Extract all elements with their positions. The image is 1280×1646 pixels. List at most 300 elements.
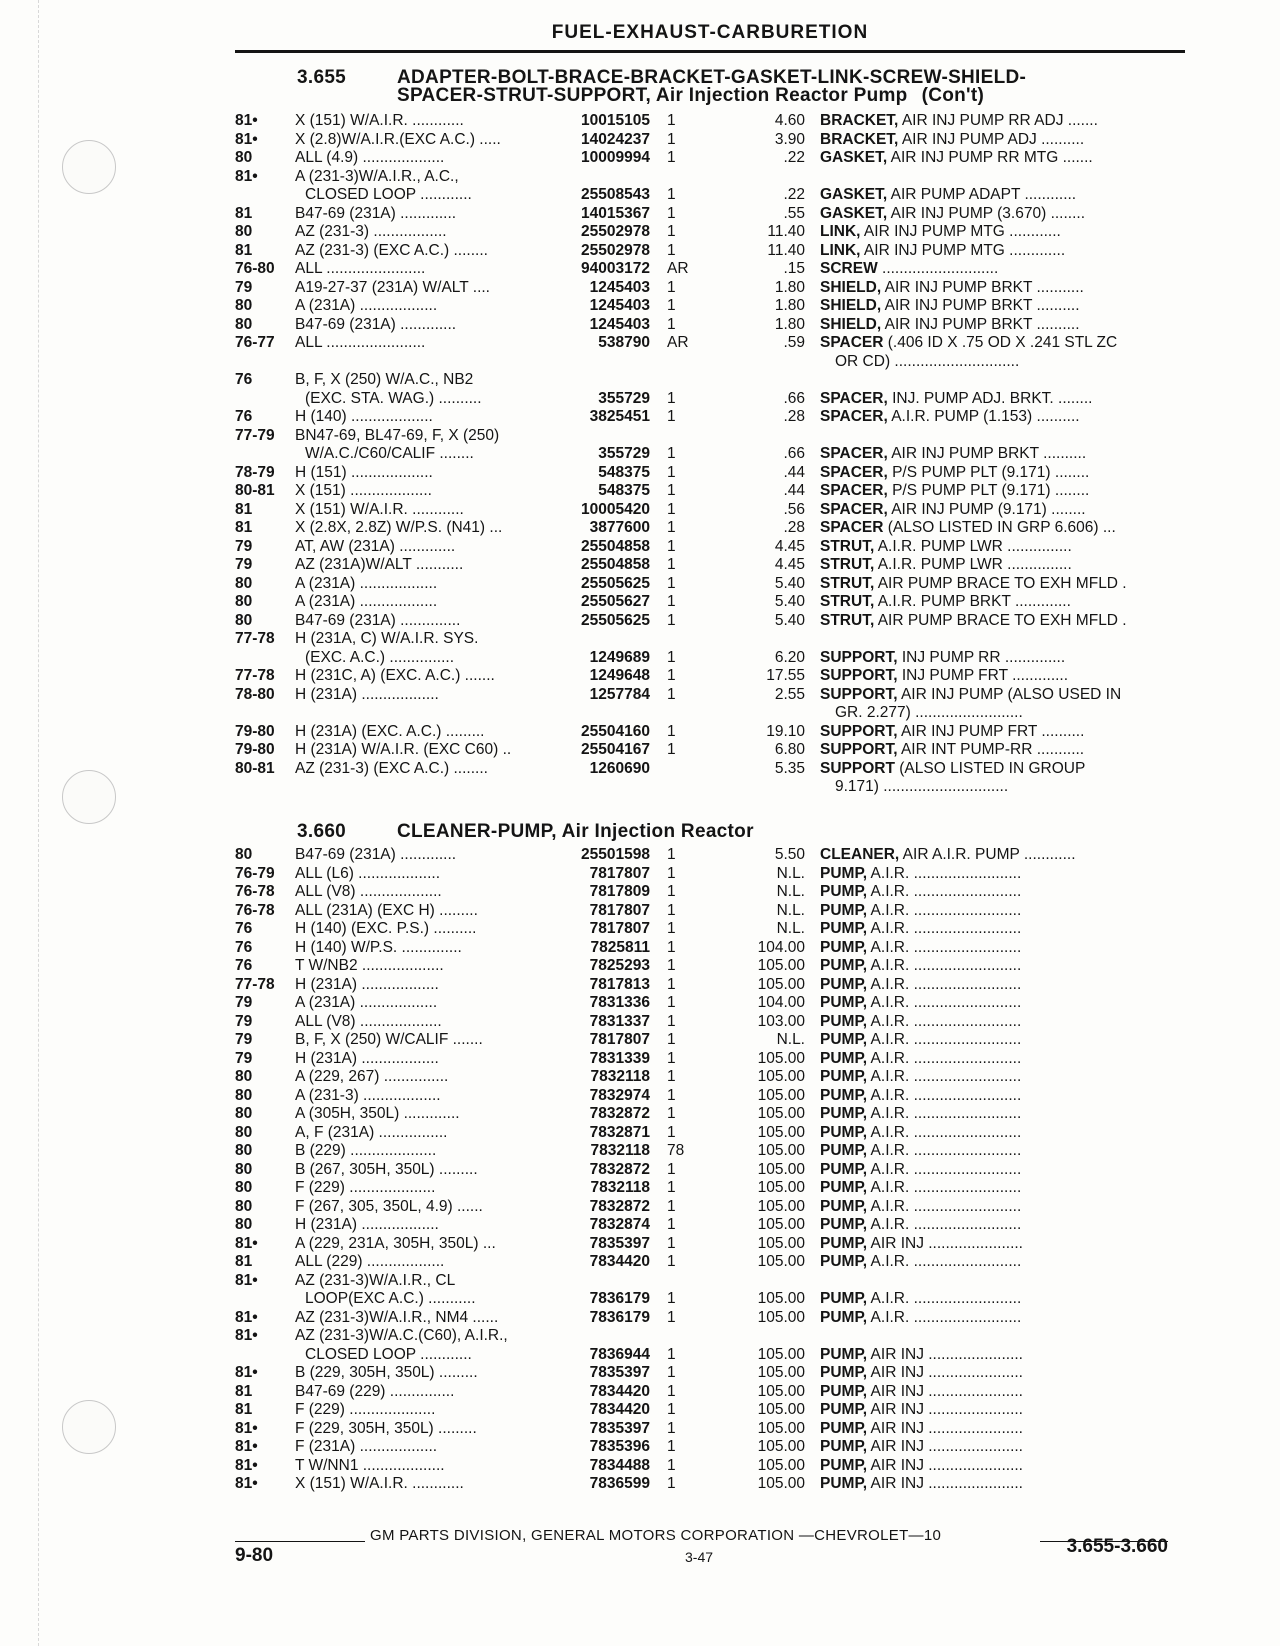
year-cell: 76 <box>235 938 253 956</box>
part-number-cell: 25501598 <box>581 846 650 863</box>
part-name: SPACER, <box>820 408 888 425</box>
part-name: PUMP, <box>820 1290 868 1307</box>
application-cell: ALL (V8) ................... <box>295 883 442 900</box>
quantity-cell: 78 <box>667 1142 685 1159</box>
price-cell: 105.00 <box>757 1456 805 1474</box>
application-cell: ALL (V8) ................... <box>295 1012 442 1030</box>
price-cell: .44 <box>783 463 805 481</box>
price-cell: 105.00 <box>757 1105 805 1122</box>
price-cell: 17.55 <box>766 667 805 684</box>
part-number-cell: 1249689 <box>589 648 650 666</box>
table-row <box>235 279 1185 298</box>
part-number-cell: 538790 <box>598 334 650 351</box>
part-number-cell: 25505625 <box>581 574 650 592</box>
quantity-cell: 1 <box>667 297 676 314</box>
description-cell <box>820 723 1185 742</box>
application-cell: X (151) ................... <box>295 482 432 499</box>
table-row <box>235 1124 1185 1143</box>
part-name: SPACER, <box>820 482 888 499</box>
price-cell: 105.00 <box>757 1364 805 1381</box>
quantity-cell: 1 <box>667 463 676 481</box>
application-cell: H (231C, A) (EXC. A.C.) ....... <box>295 667 495 684</box>
part-detail: A.I.R. ......................... <box>867 1068 1022 1085</box>
quantity-cell: 1 <box>667 1364 676 1381</box>
quantity-cell: 1 <box>667 1308 676 1326</box>
part-number-cell: 7836944 <box>589 1345 650 1363</box>
price-cell: 105.00 <box>757 1382 805 1400</box>
application-cell: X (151) W/A.I.R. ............ <box>295 112 464 129</box>
part-name: PUMP, <box>820 1068 868 1085</box>
price-cell: N.L. <box>776 864 805 882</box>
description-cell <box>820 612 1185 631</box>
quantity-cell: 1 <box>667 315 676 333</box>
table-row <box>235 445 1185 464</box>
part-name: SUPPORT, <box>820 685 898 703</box>
part-number-cell: 7832118 <box>590 1068 650 1085</box>
part-detail: AIR INJ ...................... <box>867 1364 1023 1381</box>
part-name: LINK, <box>820 241 861 259</box>
price-cell: .59 <box>783 334 805 351</box>
price-cell: N.L. <box>776 1031 805 1048</box>
year-cell: 80 <box>235 223 253 240</box>
description-cell <box>820 846 1185 865</box>
group-range: 3.655-3.660 <box>1066 1536 1168 1557</box>
part-number-cell: 25508543 <box>581 186 650 203</box>
application-cell: AZ (231-3) ................. <box>295 223 447 240</box>
part-detail: P/S PUMP PLT (9.171) ........ <box>887 482 1090 499</box>
quantity-cell: 1 <box>667 241 676 259</box>
part-detail: A.I.R. ......................... <box>867 938 1022 956</box>
part-name: SUPPORT, <box>820 722 898 740</box>
margin-line <box>38 0 39 1646</box>
description-cell <box>820 1031 1185 1050</box>
description-cell <box>820 575 1185 594</box>
part-detail: AIR INJ ...................... <box>867 1382 1023 1400</box>
price-cell: .66 <box>783 389 805 407</box>
application-cell: CLOSED LOOP ............ <box>305 186 472 203</box>
table-row <box>235 1438 1185 1457</box>
part-number-cell: 7832874 <box>589 1216 650 1233</box>
part-number-cell: 7817807 <box>589 864 650 882</box>
part-number-cell: 7825293 <box>589 957 650 974</box>
part-detail: A.I.R. ......................... <box>867 1049 1022 1067</box>
description-cell <box>820 957 1185 976</box>
part-name: SHIELD, <box>820 315 882 333</box>
year-cell: 76-80 <box>235 260 275 277</box>
description-cell <box>820 1142 1185 1161</box>
table-row <box>235 994 1185 1013</box>
description-cell <box>820 902 1185 921</box>
part-number-cell: 1245403 <box>589 297 650 314</box>
part-number-cell: 10005420 <box>581 500 650 518</box>
table-row <box>235 297 1185 316</box>
table-row <box>235 1401 1185 1420</box>
part-detail: A.I.R. ......................... <box>867 1290 1022 1307</box>
quantity-cell: 1 <box>667 1197 676 1215</box>
part-name: PUMP, <box>820 1253 868 1270</box>
part-name: PUMP, <box>820 1197 868 1215</box>
quantity-cell: 1 <box>667 149 676 166</box>
section-number: 3.660 <box>297 821 347 842</box>
punch-hole <box>62 140 116 194</box>
part-name: BRACKET, <box>820 112 899 129</box>
part-name: PUMP, <box>820 1456 868 1474</box>
part-number-cell: 7817807 <box>589 901 650 919</box>
part-number-cell: 7834420 <box>589 1382 650 1400</box>
price-cell: 4.60 <box>774 112 805 129</box>
quantity-cell: 1 <box>667 223 676 240</box>
table-row <box>235 1216 1185 1235</box>
part-detail: A.I.R. ......................... <box>867 1142 1022 1159</box>
application-cell: H (151) ................... <box>295 463 433 481</box>
table-row <box>235 1235 1185 1254</box>
quantity-cell: 1 <box>667 482 676 499</box>
part-name: PUMP, <box>820 1105 868 1122</box>
part-detail: AIR PUMP BRACE TO EXH MFLD . <box>874 574 1127 592</box>
price-cell: 5.35 <box>774 759 805 777</box>
description-cell <box>820 1346 1185 1365</box>
quantity-cell: 1 <box>667 593 676 610</box>
quantity-cell: 1 <box>667 1401 676 1418</box>
description-cell <box>820 1235 1185 1254</box>
table-row <box>235 1087 1185 1106</box>
quantity-cell: 1 <box>667 278 676 296</box>
part-name: PUMP, <box>820 1364 868 1381</box>
table-row <box>235 408 1185 427</box>
table-row <box>235 1142 1185 1161</box>
parts-table-3660 <box>235 846 1185 1494</box>
part-detail: INJ PUMP FRT ............. <box>897 667 1069 684</box>
application-cell: ALL (231A) (EXC H) ......... <box>295 901 478 919</box>
part-number-cell: 7834420 <box>589 1401 650 1418</box>
quantity-cell: 1 <box>667 1438 676 1455</box>
price-cell: 105.00 <box>757 1197 805 1215</box>
description-cell <box>820 667 1185 686</box>
section-heading-3660 <box>297 821 754 842</box>
table-row <box>235 538 1185 557</box>
year-cell: 76-78 <box>235 883 275 900</box>
price-cell: 11.40 <box>767 241 805 259</box>
part-number-cell: 14024237 <box>581 130 650 148</box>
table-row <box>235 704 1185 723</box>
price-cell: 1.80 <box>774 278 805 296</box>
year-cell: 77-79 <box>235 426 275 444</box>
price-cell: 5.40 <box>774 593 805 610</box>
part-detail: AIR PUMP ADAPT ............ <box>887 186 1077 203</box>
part-detail: A.I.R. ......................... <box>867 1123 1022 1141</box>
price-cell: .44 <box>783 482 805 499</box>
description-cell <box>820 149 1185 168</box>
year-cell: 81• <box>235 130 258 148</box>
application-cell: B (229, 305H, 350L) ......... <box>295 1364 478 1381</box>
application-cell: B47-69 (231A) ............. <box>295 846 457 863</box>
price-cell: .66 <box>783 445 805 462</box>
table-row <box>235 612 1185 631</box>
application-cell: A (231-3) .................. <box>295 1086 441 1104</box>
description-cell <box>820 649 1185 668</box>
part-detail: A.I.R. ......................... <box>867 1197 1022 1215</box>
price-cell: 105.00 <box>757 1086 805 1104</box>
year-cell: 78-80 <box>235 685 275 703</box>
description-cell <box>820 334 1185 353</box>
year-cell: 79 <box>235 994 253 1011</box>
quantity-cell: 1 <box>667 611 676 629</box>
part-name: STRUT, <box>820 556 875 573</box>
section-number: 3.655 <box>297 67 347 88</box>
price-cell: N.L. <box>776 883 805 900</box>
quantity-cell: 1 <box>667 1382 676 1400</box>
table-row <box>235 464 1185 483</box>
year-cell: 80 <box>235 593 253 610</box>
part-name: GASKET, <box>820 204 888 222</box>
table-row <box>235 630 1185 649</box>
part-detail: AIR INJ ...................... <box>867 1419 1023 1437</box>
price-cell: 1.80 <box>774 297 805 314</box>
part-detail: AIR INJ PUMP (9.171) ........ <box>887 500 1086 518</box>
part-name: SPACER, <box>820 500 888 518</box>
price-cell: 105.00 <box>757 1438 805 1455</box>
quantity-cell: 1 <box>667 1160 676 1178</box>
part-number-cell: 3877600 <box>589 519 650 536</box>
year-cell: 81• <box>235 1475 258 1492</box>
quantity-cell: 1 <box>667 445 676 462</box>
part-detail: AIR INJ PUMP BRKT .......... <box>881 297 1080 314</box>
quantity-cell: 1 <box>667 722 676 740</box>
price-cell: 105.00 <box>757 975 805 993</box>
part-name: PUMP, <box>820 1419 868 1437</box>
year-cell: 81 <box>235 1382 253 1400</box>
parts-table-3655 <box>235 112 1185 797</box>
quantity-cell: 1 <box>667 537 676 555</box>
page-number: 3-47 <box>685 1549 714 1565</box>
part-name: PUMP, <box>820 1086 868 1104</box>
part-number-cell: 7817807 <box>589 920 650 937</box>
part-detail: AIR PUMP BRACE TO EXH MFLD . <box>874 611 1127 629</box>
section-title-line1: CLEANER-PUMP, Air Injection Reactor <box>397 821 754 842</box>
application-cell: A (229, 267) ............... <box>295 1068 449 1085</box>
part-name: GASKET, <box>820 186 888 203</box>
part-name: STRUT, <box>820 537 875 555</box>
description-cell <box>820 1216 1185 1235</box>
part-name: SUPPORT <box>820 759 895 777</box>
part-detail: A.I.R. ......................... <box>867 864 1022 882</box>
year-cell: 76 <box>235 957 253 974</box>
quantity-cell: 1 <box>667 901 676 919</box>
price-cell: 105.00 <box>757 1160 805 1178</box>
part-name: SPACER, <box>820 389 888 407</box>
description-cell <box>820 920 1185 939</box>
year-cell: 76 <box>235 408 253 425</box>
part-number-cell: 7832974 <box>589 1086 650 1104</box>
year-cell: 76-79 <box>235 864 275 882</box>
quantity-cell: 1 <box>667 1234 676 1252</box>
price-cell: 4.45 <box>774 537 805 555</box>
application-cell: F (229) .................... <box>295 1401 436 1418</box>
table-row <box>235 939 1185 958</box>
part-number-cell: 7836179 <box>589 1308 650 1326</box>
table-row <box>235 1383 1185 1402</box>
part-detail: AIR A.I.R. PUMP ............ <box>899 846 1076 863</box>
part-number-cell: 10015105 <box>581 112 650 129</box>
price-cell: 6.20 <box>774 648 805 666</box>
description-cell <box>820 1438 1185 1457</box>
application-cell: AZ (231-3)W/A.I.R., CL <box>295 1271 456 1289</box>
part-number-cell: 7834420 <box>589 1253 650 1270</box>
description-cell <box>820 1420 1185 1439</box>
application-cell: (EXC. STA. WAG.) .......... <box>305 389 482 407</box>
description-cell <box>820 279 1185 298</box>
year-cell: 81• <box>235 167 258 185</box>
part-detail: AIR INJ PUMP MTG ............ <box>860 223 1061 240</box>
year-cell: 76-78 <box>235 901 275 919</box>
application-cell: T W/NB2 ................... <box>295 957 444 974</box>
application-cell: H (140) ................... <box>295 408 433 425</box>
application-cell: X (2.8)W/A.I.R.(EXC A.C.) ..... <box>295 130 501 148</box>
table-row <box>235 1420 1185 1439</box>
table-row <box>235 186 1185 205</box>
application-cell: B47-69 (231A) ............. <box>295 315 457 333</box>
year-cell: 81• <box>235 1234 258 1252</box>
part-number-cell: 7831336 <box>589 994 650 1011</box>
description-cell <box>820 1198 1185 1217</box>
price-cell: N.L. <box>776 920 805 937</box>
application-cell: A (231A) .................. <box>295 593 438 610</box>
description-cell <box>820 260 1185 279</box>
section-title-line1: ADAPTER-BOLT-BRACE-BRACKET-GASKET-LINK-SCREW-SHIELD- <box>397 67 1027 88</box>
description-cell <box>820 939 1185 958</box>
part-number-cell: 7835397 <box>589 1419 650 1437</box>
part-detail: AIR INJ PUMP BRKT .......... <box>881 315 1080 333</box>
table-row <box>235 242 1185 261</box>
part-detail: A.I.R. ......................... <box>867 1012 1022 1030</box>
application-cell: A (305H, 350L) ............. <box>295 1105 460 1122</box>
year-cell: 81• <box>235 1438 258 1455</box>
table-row <box>235 1068 1185 1087</box>
table-row <box>235 760 1185 779</box>
description-cell <box>820 1161 1185 1180</box>
part-detail: AIR INJ PUMP FRT .......... <box>897 722 1085 740</box>
description-cell <box>820 1475 1185 1494</box>
part-number-cell: 25504167 <box>581 741 650 758</box>
table-row <box>235 1364 1185 1383</box>
table-row <box>235 168 1185 187</box>
description-cell <box>820 1050 1185 1069</box>
part-detail: A.I.R. PUMP LWR ............... <box>874 537 1072 555</box>
price-cell: 105.00 <box>757 1345 805 1363</box>
quantity-cell: 1 <box>667 1179 676 1196</box>
part-number-cell: 355729 <box>598 389 650 407</box>
part-detail: A.I.R. ......................... <box>867 1308 1022 1326</box>
description-cell <box>820 316 1185 335</box>
price-cell: 105.00 <box>757 1419 805 1437</box>
description-cell <box>820 1105 1185 1124</box>
part-name: SPACER, <box>820 463 888 481</box>
part-name: PUMP, <box>820 938 868 956</box>
table-row <box>235 667 1185 686</box>
price-cell: 105.00 <box>757 1179 805 1196</box>
section-heading-3655 <box>297 67 1027 106</box>
year-cell: 81 <box>235 241 253 259</box>
price-cell: 1.80 <box>774 315 805 333</box>
description-cell <box>820 297 1185 316</box>
table-row <box>235 1290 1185 1309</box>
price-cell: 3.90 <box>774 130 805 148</box>
part-detail: AIR INJ PUMP RR MTG ....... <box>887 149 1093 166</box>
table-row <box>235 649 1185 668</box>
application-cell: ALL (L6) ................... <box>295 864 441 882</box>
table-row <box>235 1013 1185 1032</box>
part-name: SHIELD, <box>820 278 882 296</box>
part-detail: A.I.R. ......................... <box>867 994 1022 1011</box>
punch-hole <box>62 1400 116 1454</box>
price-cell: 5.50 <box>774 846 805 863</box>
description-cell <box>820 1013 1185 1032</box>
quantity-cell: 1 <box>667 883 676 900</box>
application-cell: F (229) .................... <box>295 1179 436 1196</box>
price-cell: .56 <box>783 500 805 518</box>
price-cell: .55 <box>783 204 805 222</box>
description-cell <box>820 1179 1185 1198</box>
part-number-cell: 7835397 <box>589 1234 650 1252</box>
year-cell: 81• <box>235 1419 258 1437</box>
part-detail: A.I.R. ......................... <box>867 1179 1022 1196</box>
part-detail: A.I.R. PUMP (1.153) .......... <box>887 408 1080 425</box>
quantity-cell: 1 <box>667 1419 676 1437</box>
part-number-cell: 25502978 <box>581 223 650 240</box>
part-name: PUMP, <box>820 994 868 1011</box>
description-cell <box>820 242 1185 261</box>
part-name: SCREW <box>820 260 878 277</box>
table-row <box>235 131 1185 150</box>
year-cell: 77-78 <box>235 667 275 684</box>
part-detail: A.I.R. ......................... <box>867 901 1022 919</box>
part-detail: (ALSO LISTED IN GRP 6.606) ... <box>883 519 1116 536</box>
price-cell: 105.00 <box>757 1290 805 1307</box>
table-row <box>235 920 1185 939</box>
quantity-cell: 1 <box>667 994 676 1011</box>
price-cell: 105.00 <box>757 1253 805 1270</box>
description-cell <box>820 883 1185 902</box>
year-cell: 80 <box>235 1160 253 1178</box>
quantity-cell: 1 <box>667 1216 676 1233</box>
part-name: PUMP, <box>820 920 868 937</box>
part-detail: 9.171) ............................. <box>835 778 1009 795</box>
price-cell: 105.00 <box>757 1308 805 1326</box>
quantity-cell: AR <box>667 260 689 277</box>
description-cell <box>820 538 1185 557</box>
part-name: PUMP, <box>820 1475 868 1492</box>
part-name: PUMP, <box>820 1160 868 1178</box>
part-name: PUMP, <box>820 1234 868 1252</box>
table-row <box>235 846 1185 865</box>
part-name: SPACER <box>820 334 884 351</box>
price-cell: 104.00 <box>757 938 805 956</box>
part-name: SUPPORT, <box>820 667 898 684</box>
price-cell: 105.00 <box>757 1401 805 1418</box>
table-row <box>235 883 1185 902</box>
description-cell <box>835 778 1200 797</box>
price-cell: .15 <box>783 260 805 277</box>
year-cell: 81• <box>235 1327 258 1344</box>
quantity-cell: 1 <box>667 648 676 666</box>
part-number-cell: 7832872 <box>589 1105 650 1122</box>
part-number-cell: 7825811 <box>590 938 650 956</box>
description-cell <box>820 501 1185 520</box>
price-cell: .28 <box>783 408 805 425</box>
application-cell: A (231A) .................. <box>295 574 438 592</box>
year-cell: 81• <box>235 1364 258 1381</box>
price-cell: 6.80 <box>774 741 805 758</box>
